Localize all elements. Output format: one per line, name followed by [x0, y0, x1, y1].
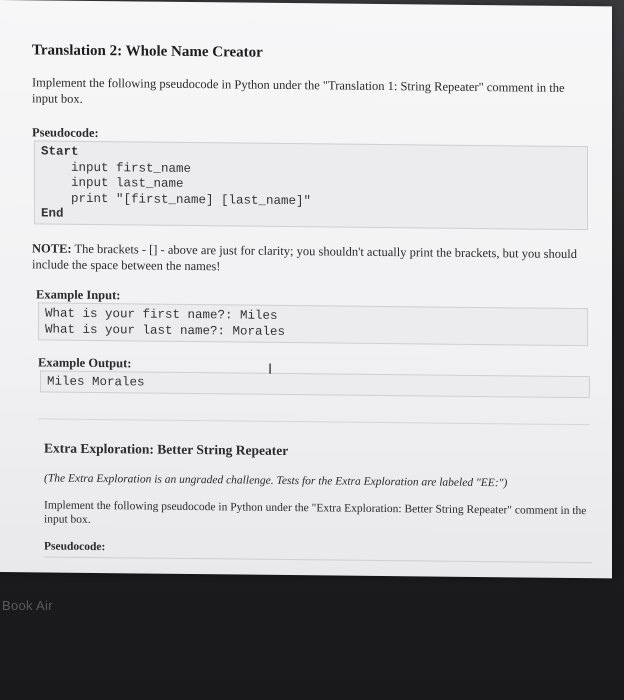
- extra-pseudocode-label: Pseudocode:: [44, 540, 106, 554]
- section-divider: [38, 418, 590, 425]
- section-title: Translation 2: Whole Name Creator: [32, 42, 263, 61]
- extra-title: Extra Exploration: Better String Repeater: [44, 440, 289, 459]
- laptop-bezel-label: Book Air: [2, 598, 53, 613]
- note-label: NOTE:: [32, 241, 72, 256]
- example-output-label: Example Output:: [38, 355, 132, 371]
- ibeam-cursor-icon: I: [268, 361, 273, 378]
- example-output-block: [40, 370, 590, 398]
- extra-note: (The Extra Exploration is an ungraded challenge. Tests for the Extra Exploration are labeled "EE:"): [44, 472, 508, 490]
- code-line: End: [41, 206, 64, 221]
- note-text: [32, 240, 592, 278]
- intro-text: Implement the following pseudocode in Python under the "Translation 1: String Repeater" comment in the input box.: [32, 75, 565, 106]
- pseudocode-label: Pseudocode:: [32, 125, 99, 141]
- code-line: input first_name: [41, 159, 192, 176]
- example-input-label: Example Input:: [36, 287, 121, 303]
- example-input-block: [38, 302, 588, 346]
- note-body: The brackets - [] - above are just for clarity; you shouldn't actually print the brackets, but you should include the space between the names!: [32, 241, 577, 274]
- code-line: Miles Morales: [47, 374, 145, 390]
- pseudocode-block: [34, 140, 588, 230]
- code-line: input last_name: [41, 175, 184, 191]
- extra-pseudocode-box-top: [44, 556, 592, 563]
- assignment-content: [32, 0, 592, 554]
- code-line: print "[first_name] [last_name]": [41, 190, 312, 208]
- code-line: Start: [41, 144, 79, 159]
- code-line: What is your last name?: Morales: [45, 321, 286, 339]
- code-line: What is your first name?: Miles: [45, 306, 278, 323]
- extra-intro: Implement the following pseudocode in Python under the "Extra Exploration: Better String Repeater" comment in the input box.: [44, 499, 587, 526]
